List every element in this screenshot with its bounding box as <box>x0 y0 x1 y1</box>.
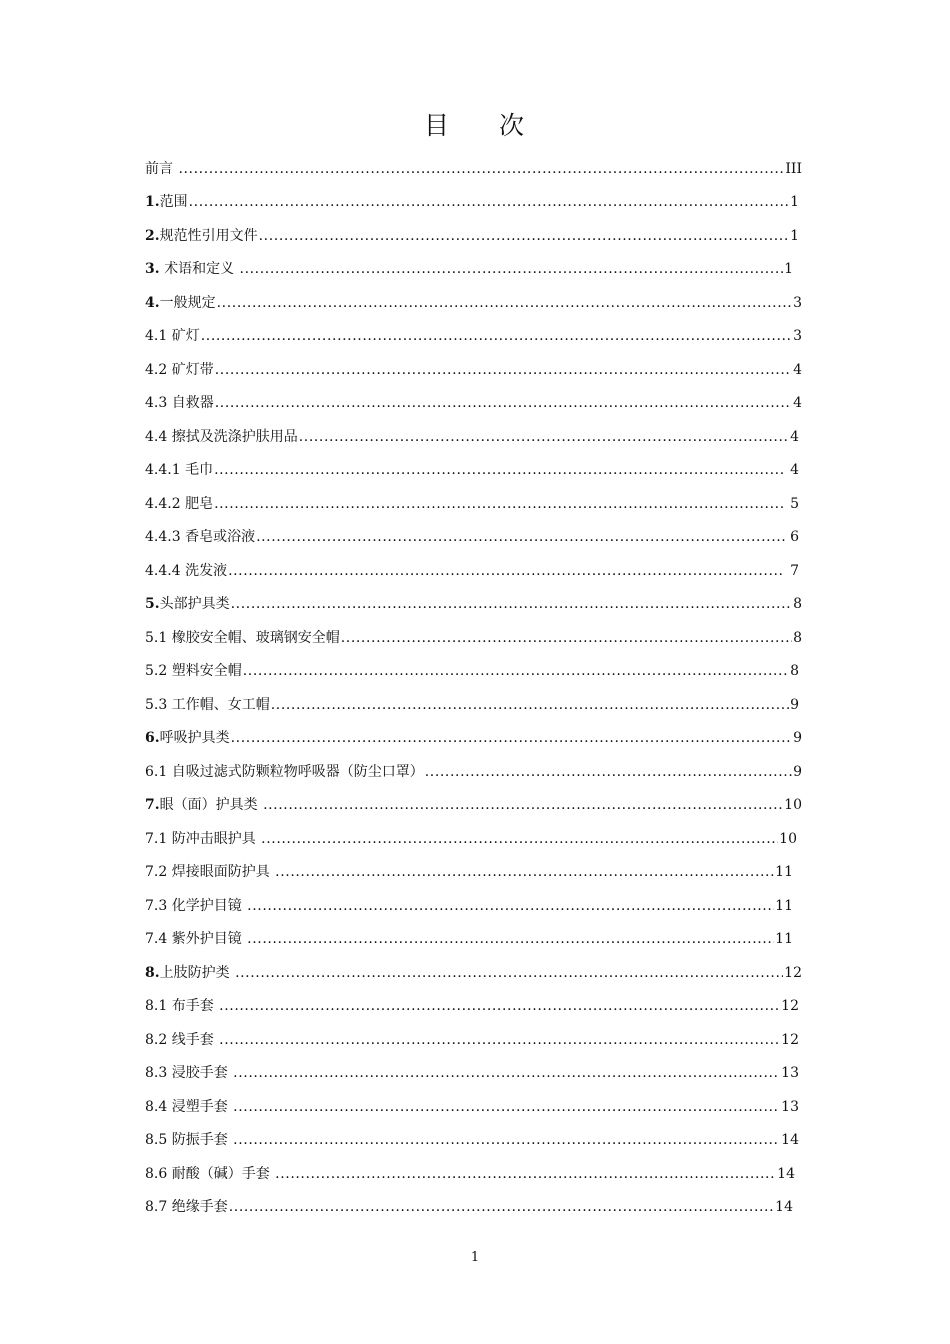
toc-entry-page: 9 <box>793 730 802 747</box>
toc-entry-title: 头部护具类 <box>159 596 230 613</box>
toc-entry-label <box>145 394 214 412</box>
toc-leader-dots <box>178 160 784 178</box>
toc-entry-number: 4.1 <box>145 328 168 345</box>
toc-entry-title: 上肢防护类 <box>159 964 235 981</box>
toc-entry[interactable] <box>145 990 805 1024</box>
toc-entry-number: 7.4 <box>145 931 168 948</box>
toc-entry-number: 6.1 <box>145 763 168 780</box>
toc-entry-page: 4 <box>793 361 802 378</box>
toc-entry-label <box>145 361 214 379</box>
toc-leader-dots <box>233 1064 780 1082</box>
toc-entry[interactable] <box>145 186 805 220</box>
toc-leader-dots <box>261 830 778 848</box>
toc-leader-dots <box>243 662 789 680</box>
toc-entry[interactable] <box>145 1090 805 1124</box>
toc-entry-page: 9 <box>790 696 799 713</box>
toc-entry[interactable] <box>145 588 805 622</box>
toc-leader-dots <box>231 729 792 747</box>
toc-leader-dots <box>219 997 780 1015</box>
toc-entry-title: 塑料安全帽 <box>167 663 242 680</box>
toc-entry-title: 化学护目镜 <box>167 897 247 914</box>
toc-leader-dots <box>247 930 774 948</box>
toc-entry-label <box>145 997 218 1015</box>
toc-entry-page: 13 <box>781 1098 799 1115</box>
toc-entry-label <box>145 662 242 680</box>
toc-entry-title: 呼吸护具类 <box>159 730 230 747</box>
toc-entry-page: 1 <box>784 261 793 278</box>
toc-entry-title: 香皂或浴液 <box>180 529 256 546</box>
toc-leader-dots <box>217 294 792 312</box>
toc-entry[interactable] <box>145 889 805 923</box>
toc-leader-dots <box>275 863 774 881</box>
toc-leader-dots <box>219 1031 780 1049</box>
toc-leader-dots <box>263 796 783 814</box>
toc-entry[interactable] <box>145 722 805 756</box>
toc-entry-page: 1 <box>790 194 799 211</box>
toc-entry-number: 8.3 <box>145 1065 168 1082</box>
toc-entry-title: 布手套 <box>167 998 219 1015</box>
toc-entry-title: 自吸过滤式防颗粒物呼吸器（防尘口罩） <box>167 763 424 780</box>
toc-entry-label <box>145 495 213 513</box>
toc-entry-number: 8. <box>145 964 160 981</box>
toc-entry[interactable] <box>145 1124 805 1158</box>
toc-entry-label <box>145 461 213 479</box>
toc-entry-title: 防冲击眼护具 <box>167 830 261 847</box>
page-number: 1 <box>470 1250 480 1265</box>
toc-leader-dots <box>229 1198 774 1216</box>
toc-entry[interactable] <box>145 1157 805 1191</box>
toc-leader-dots <box>259 227 789 245</box>
toc-entry-page: 11 <box>775 897 793 914</box>
toc-entry-page: 6 <box>785 529 799 546</box>
toc-entry-title: 规范性引用文件 <box>159 227 258 244</box>
toc-entry-title: 范围 <box>159 194 188 211</box>
toc-entry-page: 14 <box>781 1132 799 1149</box>
toc-leader-dots <box>256 528 785 546</box>
toc-entry-number: 4.4.2 <box>145 495 181 512</box>
toc-entry[interactable] <box>145 420 805 454</box>
toc-entry-label <box>145 260 239 278</box>
toc-entry-title: 擦拭及洗涤护肤用品 <box>167 428 298 445</box>
toc-entry[interactable] <box>145 521 805 555</box>
toc-entry-title: 浸胶手套 <box>167 1065 233 1082</box>
toc-leader-dots <box>215 361 792 379</box>
toc-entry-label <box>145 796 262 814</box>
toc-entry-label <box>145 227 258 245</box>
toc-entry-title: 焊接眼面防护具 <box>167 864 275 881</box>
toc-leader-dots <box>215 394 792 412</box>
toc-entry-title: 矿灯 <box>167 328 200 345</box>
toc-entry[interactable] <box>145 1191 805 1225</box>
toc-entry-number: 4.3 <box>145 395 168 412</box>
toc-entry-page: 5 <box>785 495 799 512</box>
title-char-1: 目 <box>423 111 451 140</box>
toc-entry[interactable] <box>145 253 805 287</box>
toc-entry[interactable] <box>145 487 805 521</box>
toc-entry-page: 8 <box>793 596 802 613</box>
toc-entry[interactable] <box>145 152 805 186</box>
toc-entry-number: 5.2 <box>145 663 168 680</box>
toc-entry[interactable] <box>145 688 805 722</box>
toc-entry[interactable] <box>145 1023 805 1057</box>
toc-entry-label <box>145 294 216 312</box>
toc-entry-number: 7.3 <box>145 897 168 914</box>
toc-entry-label <box>145 595 230 613</box>
toc-entry-page: 3 <box>793 328 802 345</box>
toc-entry[interactable] <box>145 755 805 789</box>
toc-entry[interactable] <box>145 789 805 823</box>
toc-entry-page: 8 <box>793 629 802 646</box>
toc-entry-label <box>145 729 230 747</box>
toc-leader-dots <box>233 1131 780 1149</box>
toc-leader-dots <box>189 193 789 211</box>
toc-entry[interactable] <box>145 353 805 387</box>
toc-entry-number: 3. <box>145 261 160 278</box>
toc-entry-title: 防振手套 <box>167 1132 233 1149</box>
toc-entry-label <box>145 1064 232 1082</box>
toc-entry-number: 8.2 <box>145 1031 168 1048</box>
toc-entry-title: 一般规定 <box>159 294 216 311</box>
toc-entry-page: III <box>785 160 802 177</box>
toc-entry-page: 8 <box>790 663 799 680</box>
toc-entry-number: 4.4 <box>145 428 168 445</box>
toc-entry-label <box>145 562 227 580</box>
toc-entry-number: 8.4 <box>145 1098 168 1115</box>
toc-entry-page: 4 <box>793 395 802 412</box>
toc-entry-label <box>145 327 200 345</box>
toc-entry[interactable] <box>145 1057 805 1091</box>
toc-leader-dots <box>228 562 785 580</box>
toc-entry-label <box>145 428 298 446</box>
toc-entry-number: 7.1 <box>145 830 168 847</box>
toc-entry-number: 4.4.4 <box>145 562 181 579</box>
toc-entry-number: 8.5 <box>145 1132 168 1149</box>
toc-entry-page: 1 <box>790 227 799 244</box>
toc-leader-dots <box>214 495 785 513</box>
toc-entry-title: 自救器 <box>167 395 214 412</box>
toc-entry-title: 耐酸（碱）手套 <box>167 1165 275 1182</box>
toc-entry-title: 术语和定义 <box>159 261 239 278</box>
toc-entry-number: 8.6 <box>145 1165 168 1182</box>
toc-leader-dots <box>271 696 789 714</box>
toc-entry[interactable] <box>145 454 805 488</box>
toc-entry-page: 10 <box>779 830 797 847</box>
toc-entry-page: 3 <box>793 294 802 311</box>
toc-entry-label <box>145 528 255 546</box>
toc-entry-number: 5.3 <box>145 696 168 713</box>
toc-entry-title: 工作帽、女工帽 <box>167 696 270 713</box>
toc-entry-number: 7. <box>145 797 160 814</box>
toc-entry-label <box>145 930 246 948</box>
toc-entry-page: 12 <box>781 1031 799 1048</box>
toc-entry-page: 4 <box>785 462 799 479</box>
toc-entry-label <box>145 193 188 211</box>
toc-entry-number: 7.2 <box>145 864 168 881</box>
toc-entry-title: 肥皂 <box>180 495 214 512</box>
toc-entry-page: 9 <box>793 763 802 780</box>
toc-entry-page: 10 <box>784 797 802 814</box>
toc-leader-dots <box>233 1098 780 1116</box>
toc-leader-dots <box>341 629 792 647</box>
toc-entry-number: 5. <box>145 596 160 613</box>
toc-entry-number: 4. <box>145 294 160 311</box>
toc-entry-label <box>145 1098 232 1116</box>
toc-entry-number: 8.1 <box>145 998 168 1015</box>
toc-entry-page: 14 <box>777 1165 795 1182</box>
toc-entry-number: 5.1 <box>145 629 168 646</box>
toc-entry-title: 洗发液 <box>180 562 228 579</box>
toc-entry-title: 橡胶安全帽、玻璃钢安全帽 <box>167 629 340 646</box>
toc-entry-page: 11 <box>775 931 793 948</box>
toc-entry[interactable] <box>145 320 805 354</box>
toc-entry-page: 13 <box>781 1065 799 1082</box>
toc-entry-label <box>145 696 270 714</box>
toc-leader-dots <box>231 595 792 613</box>
toc-entry[interactable] <box>145 856 805 890</box>
toc-entry[interactable] <box>145 822 805 856</box>
toc-entry[interactable] <box>145 923 805 957</box>
toc-entry-title: 浸塑手套 <box>167 1098 233 1115</box>
toc-entry-title: 线手套 <box>167 1031 219 1048</box>
toc-leader-dots <box>240 260 784 278</box>
toc-entry-page: 12 <box>781 998 799 1015</box>
toc-entry-page: 12 <box>784 964 802 981</box>
toc-entry[interactable] <box>145 286 805 320</box>
toc-entry-page: 14 <box>775 1199 793 1216</box>
toc-entry-number: 2. <box>145 227 160 244</box>
toc-leader-dots <box>214 461 785 479</box>
toc-entry-number: 1. <box>145 194 160 211</box>
toc-entry-label <box>145 1198 228 1216</box>
toc-entry-page: 7 <box>785 562 799 579</box>
toc-leader-dots <box>275 1165 776 1183</box>
toc-entry-title: 矿灯带 <box>167 361 214 378</box>
toc-leader-dots <box>247 897 774 915</box>
toc-entry[interactable] <box>145 621 805 655</box>
table-of-contents <box>145 152 805 1224</box>
toc-entry-number: 8.7 <box>145 1199 168 1216</box>
toc-entry-title: 前言 <box>145 160 178 177</box>
toc-entry[interactable] <box>145 554 805 588</box>
toc-entry-number: 6. <box>145 730 160 747</box>
toc-entry-number: 4.4.3 <box>145 529 181 546</box>
toc-entry-label <box>145 763 424 781</box>
toc-entry-page: 11 <box>775 864 793 881</box>
toc-entry[interactable] <box>145 956 805 990</box>
toc-leader-dots <box>201 327 792 345</box>
page-title <box>0 106 950 142</box>
toc-entry-label <box>145 629 340 647</box>
toc-entry-label <box>145 863 274 881</box>
toc-entry-number: 4.4.1 <box>145 462 181 479</box>
toc-leader-dots <box>425 763 792 781</box>
toc-entry[interactable] <box>145 219 805 253</box>
toc-entry-page: 4 <box>790 428 799 445</box>
toc-entry-label <box>145 964 234 982</box>
title-char-2: 次 <box>499 111 527 140</box>
toc-entry-label <box>145 1131 232 1149</box>
toc-entry-label <box>145 1165 274 1183</box>
toc-entry-label <box>145 830 260 848</box>
toc-entry-label <box>145 160 177 178</box>
toc-leader-dots <box>299 428 789 446</box>
toc-entry-label <box>145 1031 218 1049</box>
toc-entry-title: 眼（面）护具类 <box>159 797 263 814</box>
toc-entry-label <box>145 897 246 915</box>
toc-leader-dots <box>235 964 783 982</box>
toc-entry-number: 4.2 <box>145 361 168 378</box>
toc-entry[interactable] <box>145 387 805 421</box>
toc-entry-title: 毛巾 <box>180 462 214 479</box>
toc-entry-title: 紫外护目镜 <box>167 931 247 948</box>
toc-entry-title: 绝缘手套 <box>167 1199 228 1216</box>
toc-entry[interactable] <box>145 655 805 689</box>
